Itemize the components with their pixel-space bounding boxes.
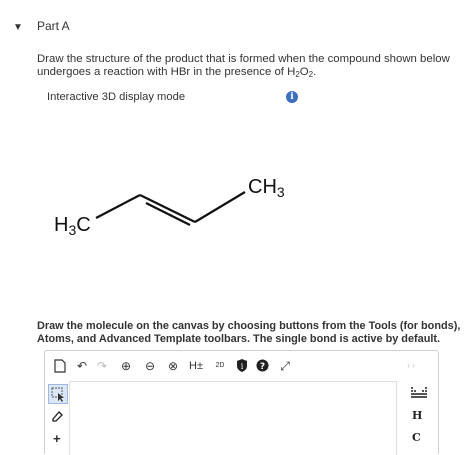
- bond-1: [96, 195, 140, 218]
- h3c-h: H: [54, 214, 69, 236]
- clear-icon[interactable]: ⊗: [167, 359, 179, 373]
- atom-label-ch3: [248, 176, 285, 199]
- left-toolbar: [45, 381, 69, 454]
- atom-h-button[interactable]: H: [412, 409, 423, 422]
- question-text-o: O: [299, 66, 309, 78]
- template-2d-button[interactable]: [210, 359, 230, 373]
- atom-c-button[interactable]: C: [412, 431, 421, 444]
- subscript-2a: 2: [295, 70, 300, 79]
- question-text-main: Draw the structure of the product that is formed when the compound shown below undergoes a reaction with HBr in the presence of H: [37, 53, 450, 78]
- subscript-2b: 2: [308, 70, 314, 79]
- zoom-in-icon[interactable]: ⊕: [120, 359, 132, 373]
- info-icon[interactable]: i: [286, 91, 298, 103]
- selection-tool-icon[interactable]: [48, 384, 68, 404]
- svg-text:i: i: [240, 362, 244, 371]
- charge-plus-icon[interactable]: +: [53, 431, 61, 446]
- redo-icon[interactable]: ↷: [96, 359, 108, 373]
- ch3-sub: 3: [276, 184, 285, 200]
- zoom-out-icon[interactable]: ⊖: [144, 359, 156, 373]
- eraser-icon[interactable]: [50, 409, 64, 423]
- bond-2-double-inner: [146, 203, 190, 225]
- fullscreen-icon[interactable]: ⤢: [280, 359, 290, 373]
- template-2d-label: 2D: [215, 362, 225, 369]
- help-icon[interactable]: [255, 359, 269, 373]
- bond-3: [195, 192, 245, 222]
- ch3-ch: CH: [248, 176, 277, 198]
- atoms-toolbar: [396, 381, 438, 454]
- periodic-table-icon[interactable]: [411, 386, 427, 398]
- part-title: Part A: [37, 19, 70, 33]
- top-toolbar: [45, 351, 438, 379]
- h3c-c: C: [76, 214, 91, 236]
- svg-text:?: ?: [259, 362, 265, 372]
- undo-icon[interactable]: ↶: [76, 359, 88, 373]
- new-document-icon[interactable]: [53, 359, 67, 373]
- drawing-canvas[interactable]: [69, 381, 397, 455]
- bond-2-double-outer: [140, 195, 195, 222]
- h3c-sub: 3: [68, 222, 77, 238]
- panel-arrows-icon[interactable]: ‹ ›: [407, 361, 415, 370]
- explicit-hydrogens-button[interactable]: H±: [189, 360, 203, 372]
- instructions-text: Draw the molecule on the canvas by choosing buttons from the Tools (for bonds), Atoms, and Advanced Template toolbars. The single bond is active by default.: [37, 320, 461, 345]
- display-mode-label[interactable]: Interactive 3D display mode: [47, 91, 186, 103]
- atom-label-h3c: [54, 214, 91, 237]
- collapse-caret-icon[interactable]: ▼: [13, 22, 23, 33]
- molecule-editor: [44, 350, 439, 454]
- question-text-end: .: [313, 66, 317, 78]
- info-button-icon[interactable]: [235, 359, 249, 373]
